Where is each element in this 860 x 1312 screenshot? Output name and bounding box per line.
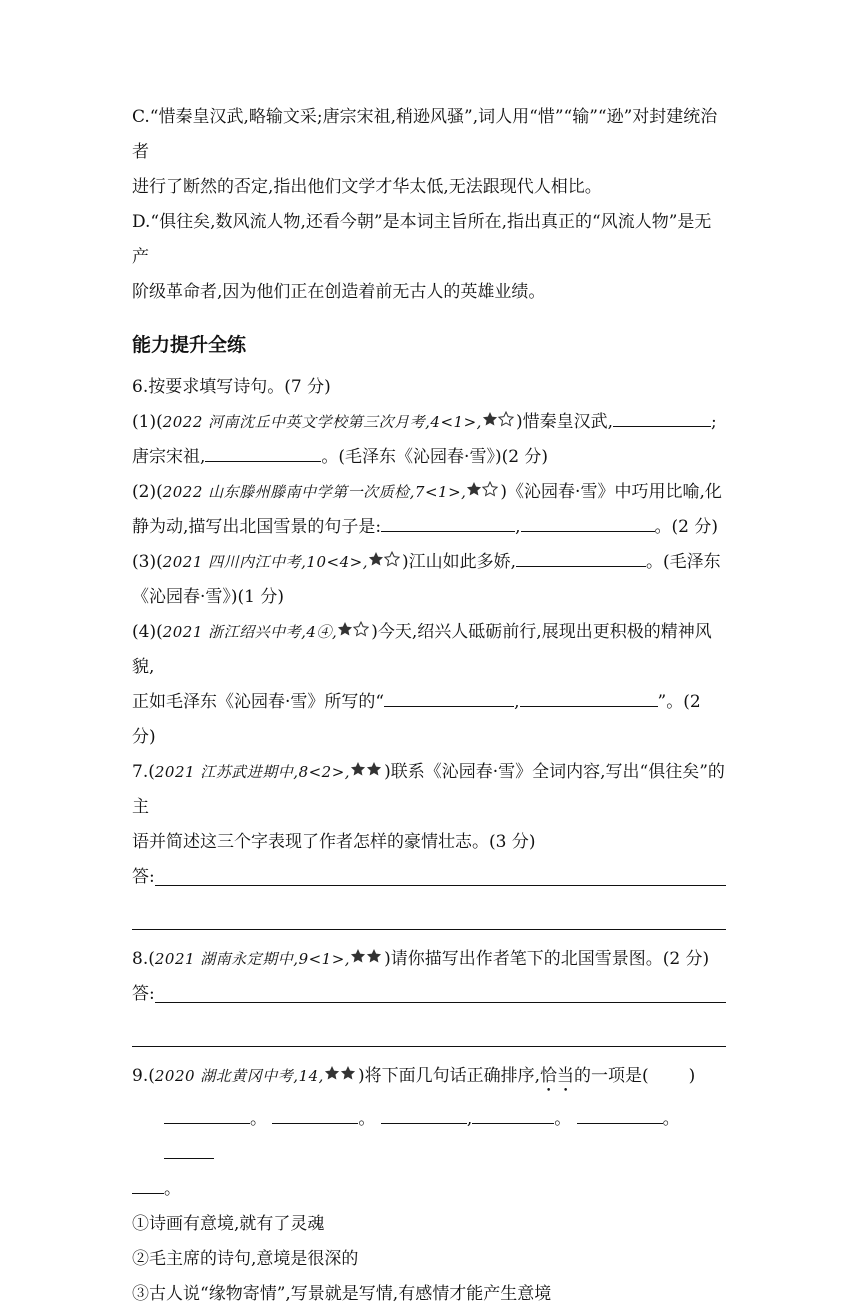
q6-stem: 6.按要求填写诗句。(7 分) bbox=[132, 377, 331, 397]
q6-3-blank[interactable] bbox=[516, 548, 646, 567]
q9-blank-6a[interactable] bbox=[164, 1140, 214, 1159]
difficulty-stars-icon bbox=[350, 755, 384, 790]
q8-answer-line-1[interactable] bbox=[155, 978, 726, 1003]
q6-part3: (3)(2021 四川内江中考,10<4>, )江山如此多娇, 。(毛泽东 《沁园春·雪》)(1 分) bbox=[132, 545, 726, 615]
q6-1-blank-a[interactable] bbox=[613, 408, 711, 427]
q6-part4: (4)(2021 浙江绍兴中考,4④, )今天,绍兴人砥砺前行,展现出更积极的精神风貌, 正如毛泽东《沁园春·雪》所写的“ , ”。(2 分) bbox=[132, 615, 726, 755]
q9-stem: 9.(2020 湖北黄冈中考,14, )将下面几句话正确排序,恰当的一项是( ) bbox=[132, 1059, 726, 1096]
q9-item-2: ②毛主席的诗句,意境是很深的 bbox=[132, 1249, 359, 1269]
q6-1-blank-b[interactable] bbox=[205, 443, 321, 462]
q8-answer-label: 答: bbox=[132, 984, 155, 1004]
difficulty-stars-icon bbox=[324, 1059, 358, 1094]
q6-4-blank-a[interactable] bbox=[384, 688, 514, 707]
difficulty-stars-icon bbox=[368, 545, 402, 580]
q9-item-3: ③古人说“缘物寄情”,写景就是写情,有感情才能产生意境 bbox=[132, 1284, 552, 1304]
q8-answer-row bbox=[132, 977, 726, 1012]
q7-answer-row bbox=[132, 860, 726, 895]
option-d-line1: D.“俱往矣,数风流人物,还看今朝”是本词主旨所在,指出真正的“风流人物”是无产 bbox=[132, 212, 712, 267]
q8-answer-line-2[interactable] bbox=[132, 1022, 726, 1047]
difficulty-stars-icon bbox=[482, 405, 516, 440]
option-d-line2: 阶级革命者,因为他们正在创造着前无古人的英雄业绩。 bbox=[132, 282, 546, 302]
q9-blank-1[interactable] bbox=[164, 1105, 250, 1124]
q9-item-1: ①诗画有意境,就有了灵魂 bbox=[132, 1214, 325, 1234]
q7-answer-line-1[interactable] bbox=[155, 861, 726, 886]
q7-answer-line-2[interactable] bbox=[132, 905, 726, 930]
q6-2-blank-b[interactable] bbox=[521, 513, 655, 532]
option-c-line1: C.“惜秦皇汉武,略输文采;唐宗宋祖,稍逊风骚”,词人用“惜”“输”“逊”对封建统治者 bbox=[132, 107, 718, 162]
q6-part1: (1)(2022 河南沈丘中英文学校第三次月考,4<1>, )惜秦皇汉武, ; 唐宗宋祖, 。(毛泽东《沁园春·雪》)(2 分) bbox=[132, 405, 726, 475]
difficulty-stars-icon bbox=[337, 615, 371, 650]
q6-2-blank-a[interactable] bbox=[381, 513, 515, 532]
q6-part2: (2)(2022 山东滕州滕南中学第一次质检,7<1>, )《沁园春·雪》中巧用比喻,化 静为动,描写出北国雪景的句子是: , 。(2 分) bbox=[132, 475, 726, 545]
q9-blank-6b[interactable] bbox=[132, 1175, 164, 1194]
q9-blank-2[interactable] bbox=[272, 1105, 358, 1124]
option-c-line2: 进行了断然的否定,指出他们文学才华太低,无法跟现代人相比。 bbox=[132, 177, 602, 197]
q9-blank-5[interactable] bbox=[577, 1105, 663, 1124]
q6-4-blank-b[interactable] bbox=[520, 688, 658, 707]
q9-blanks: 。 。 , 。 。 。 bbox=[132, 1102, 726, 1207]
q7-stem: 7.(2021 江苏武进期中,8<2>, )联系《沁园春·雪》全词内容,写出“俱往矣”的主 语并简述这三个字表现了作者怎样的豪情壮志。(3 分) bbox=[132, 755, 726, 860]
q7-answer-label: 答: bbox=[132, 867, 155, 887]
q9-blank-4[interactable] bbox=[472, 1105, 554, 1124]
q9-blank-3[interactable] bbox=[381, 1105, 467, 1124]
q8-stem: 8.(2021 湖南永定期中,9<1>, )请你描写出作者笔下的北国雪景图。(2 分) bbox=[132, 942, 726, 977]
difficulty-stars-icon bbox=[466, 475, 500, 510]
q9-emphasis: 恰当 bbox=[539, 1066, 574, 1086]
page-content bbox=[132, 100, 726, 1312]
section-title: 能力提升全练 bbox=[132, 334, 247, 356]
difficulty-stars-icon bbox=[350, 942, 384, 977]
